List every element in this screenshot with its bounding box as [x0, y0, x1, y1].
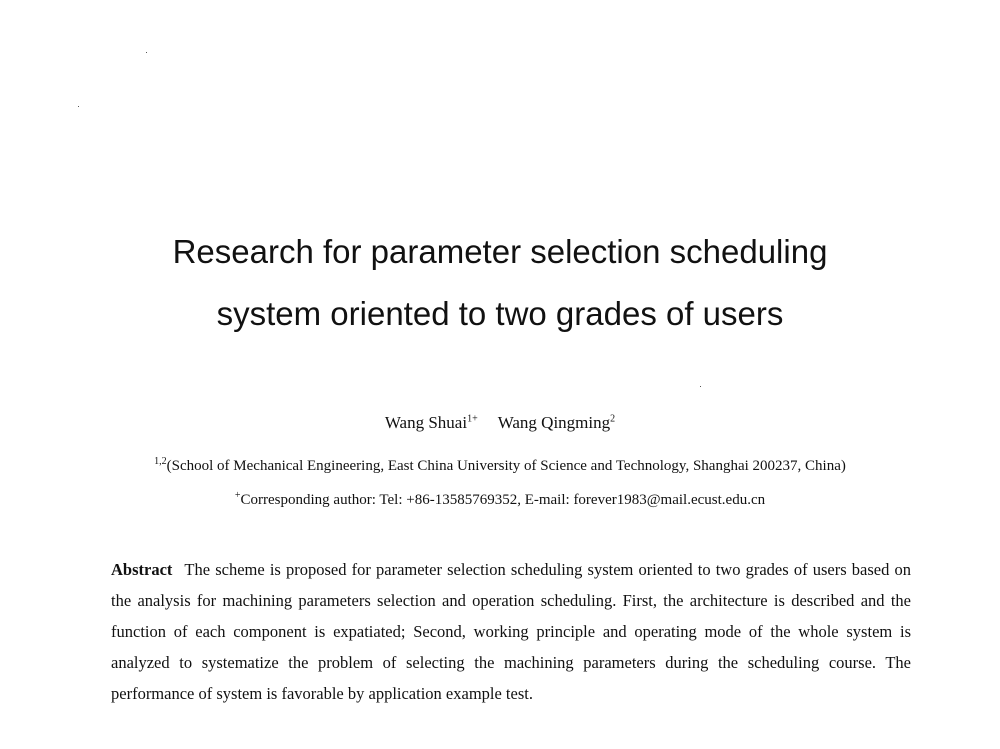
corresponding-superscript: + [234, 490, 241, 501]
author-2-name: Wang Qingming [497, 413, 611, 432]
scan-speck [78, 106, 79, 107]
abstract-label: Abstract [111, 560, 173, 579]
scan-speck [146, 52, 147, 53]
abstract [111, 554, 911, 709]
author-2 [498, 413, 615, 433]
corresponding-author [0, 492, 1000, 509]
author-2-superscript: 2 [610, 413, 616, 425]
author-1 [385, 413, 478, 433]
affiliation-superscript: 1,2 [154, 456, 167, 467]
affiliation-text: (School of Mechanical Engineering, East China University of Science and Technology, Shanghai 200237, China) [166, 458, 846, 474]
abstract-text: The scheme is proposed for parameter selection scheduling system oriented to two grades of users based on the analysis for machining parameters selection and operation scheduling. First, the architecture is described and the function of each component is expatiated; Second, working principle and operating mode of the whole system is analyzed to systematize the problem of selecting the machining parameters during the scheduling course. The performance of system is favorable by application example test. [111, 560, 911, 703]
scan-speck [700, 386, 701, 387]
paper-title-line-1: Research for parameter selection scheduling [172, 233, 828, 270]
author-1-superscript: 1+ [467, 413, 478, 425]
author-1-name: Wang Shuai [384, 413, 468, 432]
corresponding-text: Corresponding author: Tel: +86-13585769352, E-mail: forever1983@mail.ecust.edu.cn [240, 492, 766, 508]
paper-title [0, 221, 1000, 345]
paper-title-line-2: system oriented to two grades of users [216, 295, 784, 332]
affiliation [0, 458, 1000, 475]
author-list [0, 413, 1000, 433]
